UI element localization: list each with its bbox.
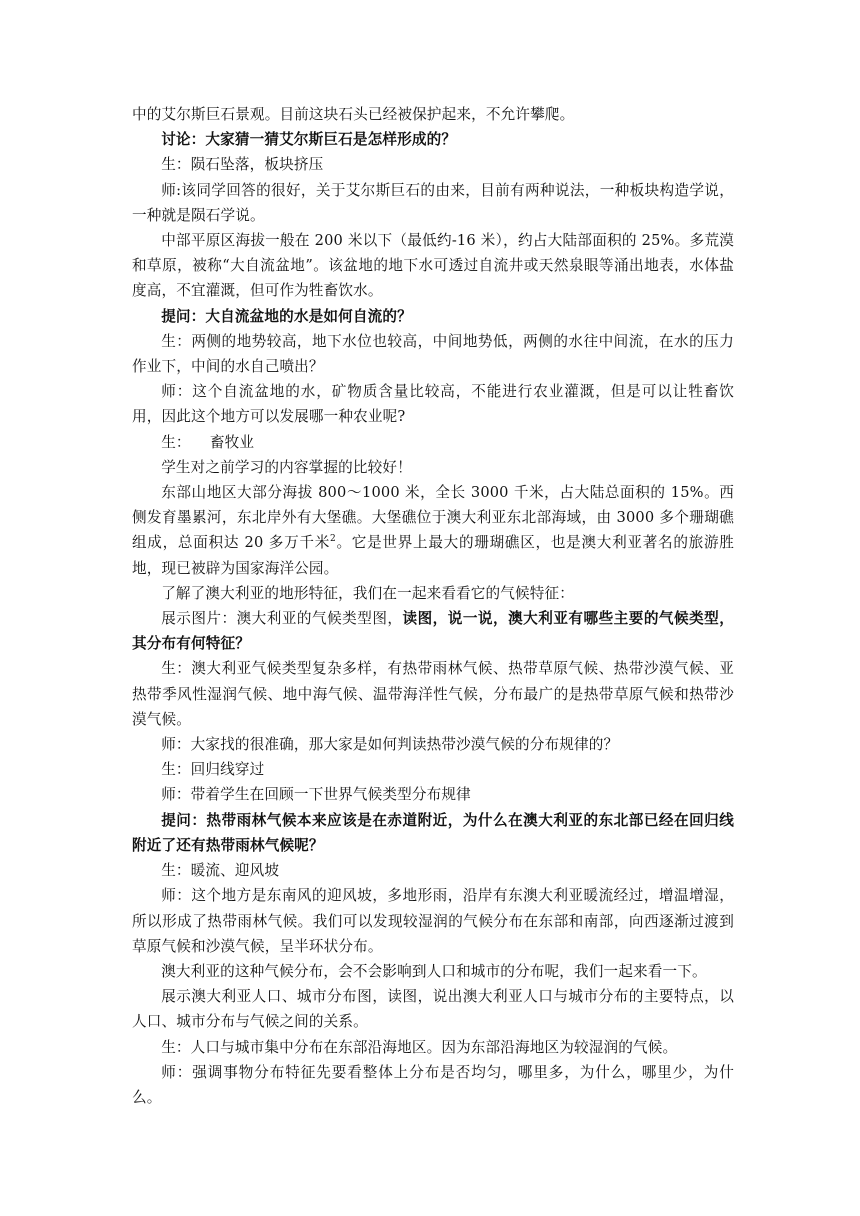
transition-text: 了解了澳大利亚的地形特征，我们在一起来看看它的气候特征： bbox=[161, 584, 575, 602]
paragraph-eastern-mountains: 东部山地区大部分海拔 800～1000 米，全长 3000 千米，占大陆总面积的 15%。西侧发育墨累河，东北岸外有大堡礁。大堡礁位于澳大利亚东北部海域，由 3000 多个珊瑚礁组成，总面积达 20 多万千米$^2$。它是世界上最大的珊瑚礁区，也是澳大利亚著名的旅游胜地，现已被辟为国家海洋公园。 bbox=[132, 484, 734, 577]
teacher-remark: 师：大家找的很准确，那大家是如何判读热带沙漠气候的分布规律的？ bbox=[161, 736, 619, 754]
transition-text: 澳大利亚的这种气候分布，会不会影响到人口和城市的分布呢，我们一起来看一下。 bbox=[161, 962, 707, 980]
comment: 学生对之前学习的内容掌握的比较好！ bbox=[161, 458, 412, 476]
student-answer: 生：澳大利亚气候类型复杂多样，有热带雨林气候、热带草原气候、热带沙漠气候、亚热带季风性湿润气候、地中海气候、温带海洋性气候，分布最广的是热带草原气候和热带沙漠气候。 bbox=[132, 660, 734, 728]
student-answer: 生：回归线穿过 bbox=[161, 761, 265, 779]
paragraph-central-plain: 中部平原区海拔一般在 200 米以下（最低约-16 米），约占大陆部面积的 25%。多荒漠和草原，被称“大自流盆地”。该盆地的地下水可透过自流井或天然泉眼等涌出地表，水体盐度高，不宜灌溉，但可作为牲畜饮水。 bbox=[132, 232, 734, 300]
paragraph-continuation: 中的艾尔斯巨石景观。目前这块石头已经被保护起来，不允许攀爬。 bbox=[132, 106, 575, 123]
teacher-remark: 师:该同学回答的很好，关于艾尔斯巨石的由来，目前有两种说法，一种板块构造学说，一种就是陨石学说。 bbox=[132, 181, 734, 224]
student-answer: 生：两侧的地势较高，地下水位也较高，中间地势低，两侧的水往中间流，在水的压力作业下，中间的水自己喷出？ bbox=[132, 332, 734, 376]
discussion-question: 讨论：大家猜一猜艾尔斯巨石是怎样形成的？ bbox=[161, 131, 457, 149]
teacher-remark: 师：这个自流盆地的水，矿物质含量比较高，不能进行农业灌溉，但是可以让牲畜饮用，因此这个地方可以发展哪一种农业呢? bbox=[132, 383, 734, 426]
population-map-task: 展示澳大利亚人口、城市分布图，读图，说出澳大利亚人口与城市分布的主要特点，以人口、城市分布与气候之间的关系。 bbox=[132, 988, 734, 1031]
teacher-remark: 师：带着学生在回顾一下世界气候类型分布规律 bbox=[161, 786, 471, 804]
student-answer: 生：人口与城市集中分布在东部沿海地区。因为东部沿海地区为较湿润的气候。 bbox=[161, 1038, 678, 1056]
climate-map-task: 展示图片：澳大利亚的气候类型图，读图，说一说，澳大利亚有哪些主要的气候类型，其分布有何特征？ bbox=[132, 610, 734, 653]
student-answer: 生：暖流、迎风坡 bbox=[161, 862, 280, 880]
student-answer: 生：陨石坠落，板块挤压 bbox=[161, 156, 324, 174]
question-rainforest: 提问：热带雨林气候本来应该是在赤道附近，为什么在澳大利亚的东北部已经在回归线附近了还有热带雨林气候呢？ bbox=[132, 811, 734, 854]
document-page bbox=[132, 102, 734, 1110]
student-answer: 生： 畜牧业 bbox=[161, 433, 255, 451]
question-artesian-basin: 提问：大自流盆地的水是如何自流的？ bbox=[161, 307, 412, 325]
teacher-remark: 师：强调事物分布特征先要看整体上分布是否均匀，哪里多，为什么，哪里少，为什么。 bbox=[132, 1063, 734, 1106]
teacher-remark: 师：这个地方是东南风的迎风坡，多地形雨，沿岸有东澳大利亚暖流经过，增温增湿，所以形成了热带雨林气候。我们可以发现较湿润的气候分布在东部和南部，向西逐渐过渡到草原气候和沙漠气候，呈半环状分布。 bbox=[132, 887, 734, 955]
